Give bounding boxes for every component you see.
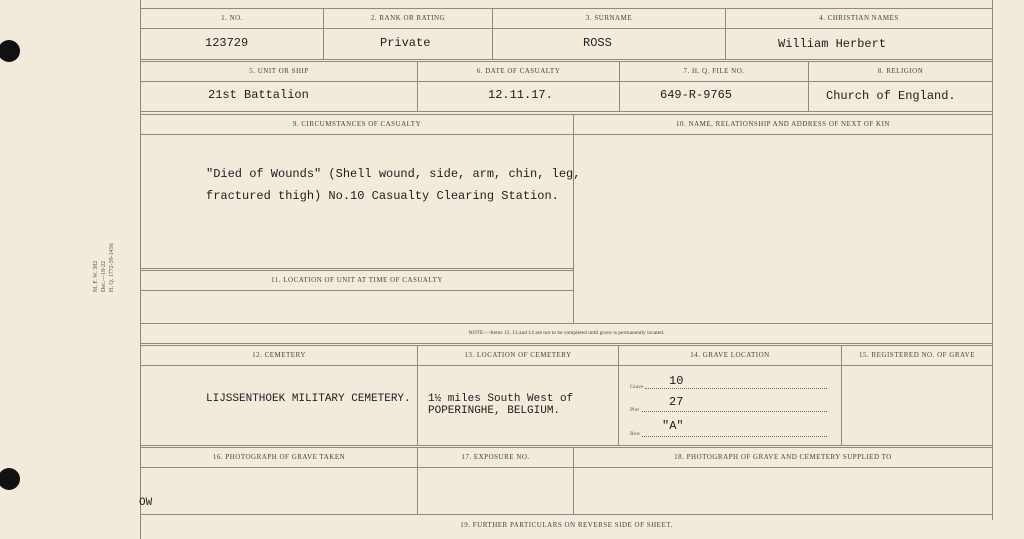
caption-location-of-cemetery: 13. LOCATION OF CEMETERY	[464, 351, 572, 359]
date-value: 12.11.17.	[488, 88, 553, 102]
caption-further-particulars: 19. FURTHER PARTICULARS ON REVERSE SIDE OF SHEET.	[460, 521, 673, 529]
file-no-value: 649-R-9765	[660, 88, 733, 102]
photo-taken-value: OW	[139, 497, 153, 509]
caption-circumstances: 9. CIRCUMSTANCES OF CASUALTY	[292, 120, 422, 128]
form-reference	[92, 243, 116, 292]
unit-value: 21st Battalion	[208, 88, 309, 102]
rank-value: Private	[380, 36, 431, 50]
caption-photo-supplied-to: 18. PHOTOGRAPH OF GRAVE AND CEMETERY SUPPLIED TO	[674, 453, 892, 461]
note-text: NOTE:—Items 12, 13 and 14 are not to be completed until grave is permanently located.	[468, 330, 665, 336]
grave-label: Grave	[630, 384, 644, 390]
caption-registered-no: 15. REGISTERED NO. OF GRAVE	[858, 351, 976, 359]
cemetery-value: LIJSSENTHOEK MILITARY CEMETERY.	[206, 393, 411, 405]
christian-names-value: William Herbert	[778, 37, 887, 51]
caption-number: 1. NO.	[221, 14, 243, 22]
surname-value: ROSS	[583, 36, 612, 50]
plot-label: Plot	[630, 407, 639, 413]
caption-surname: 3. SURNAME	[585, 14, 633, 22]
caption-next-of-kin: 10. NAME, RELATIONSHIP AND ADDRESS OF NEXT OF KIN	[676, 120, 890, 128]
number-value: 123729	[205, 36, 249, 50]
grave-value: 10	[669, 374, 684, 388]
form-reference-line: H. Q. 1772-39-1456	[109, 243, 115, 292]
caption-location-of-unit: 11. LOCATION OF UNIT AT TIME OF CASUALTY	[271, 276, 443, 284]
form-reference-line: M. F. W. 382	[93, 260, 99, 292]
caption-grave-location: 14. GRAVE LOCATION	[690, 351, 770, 359]
form-reference-line: Dec.—18-22	[101, 260, 107, 292]
caption-religion: 8. RELIGION	[877, 67, 924, 75]
punch-hole-bottom	[0, 468, 20, 490]
row-label: Row	[630, 431, 641, 437]
caption-exposure-no: 17. EXPOSURE NO.	[461, 453, 530, 461]
caption-photo-taken: 16. PHOTOGRAPH OF GRAVE TAKEN	[212, 453, 346, 461]
religion-value: Church of England.	[826, 89, 956, 103]
circumstances-line-1: "Died of Wounds" (Shell wound, side, arm, chin, leg,	[206, 167, 581, 181]
caption-file-no: 7. H. Q. FILE NO.	[683, 67, 745, 75]
caption-unit: 5. UNIT OR SHIP	[249, 67, 309, 75]
caption-christian-names: 4. CHRISTIAN NAMES	[819, 14, 899, 22]
cemetery-location-line-1: 1½ miles South West of	[428, 393, 574, 405]
caption-cemetery: 12. CEMETERY	[252, 351, 306, 359]
circumstances-line-2: fractured thigh) No.10 Casualty Clearing Station.	[206, 189, 559, 203]
row-value: "A"	[662, 419, 684, 433]
punch-hole-top	[0, 40, 20, 62]
plot-value: 27	[669, 395, 684, 409]
cemetery-location-line-2: POPERINGHE, BELGIUM.	[428, 405, 561, 417]
caption-date: 6. DATE OF CASUALTY	[476, 67, 561, 75]
caption-rank: 2. RANK OR RATING	[370, 14, 446, 22]
